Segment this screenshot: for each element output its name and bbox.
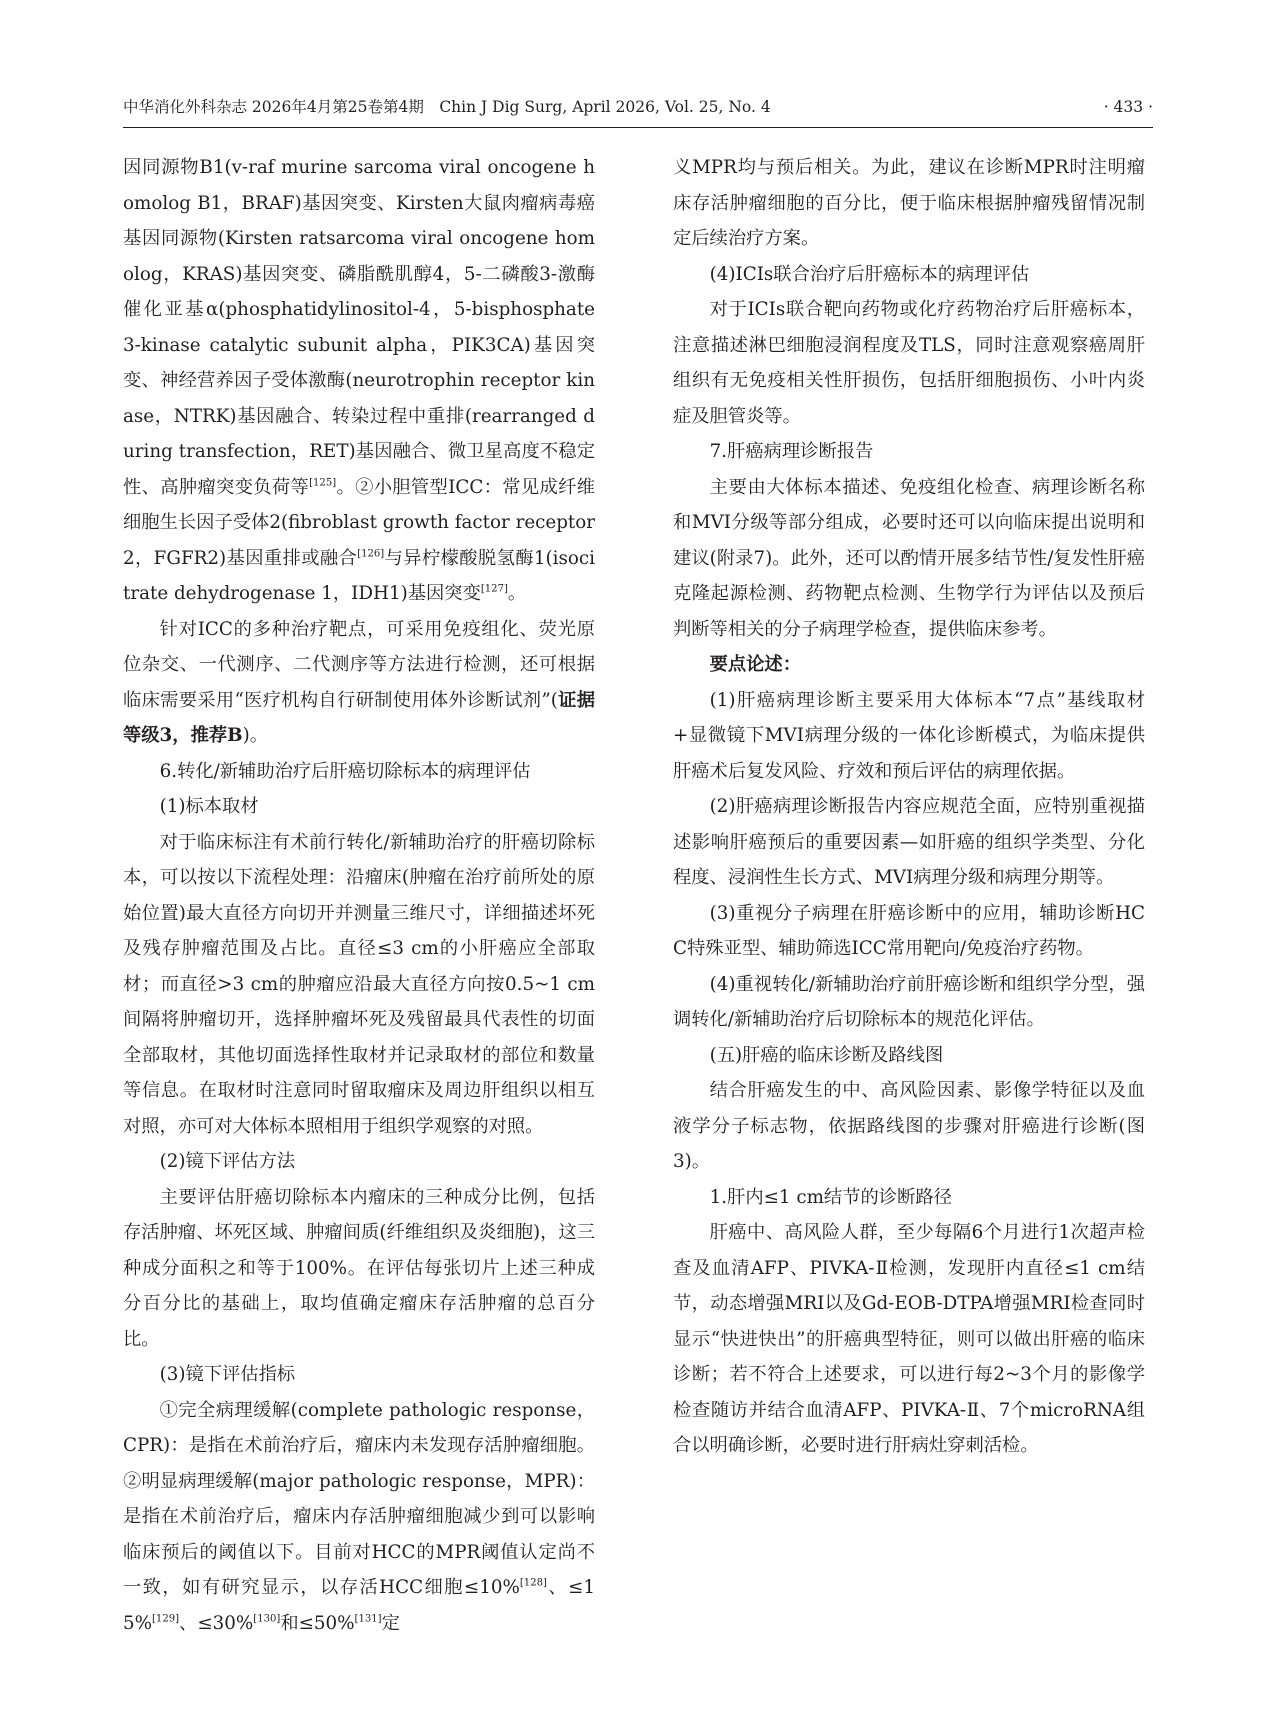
right-column (673, 150, 1145, 1464)
paragraph-nodule-path: 肝癌中、高风险人群，至少每隔6个月进行1次超声检查及血清AFP、PIVKA-Ⅱ检测，发现肝内直径≤1 cm结节，动态增强MRI以及Gd-EOB-DTPA增强MRI检查同时显示“快进快出”的肝癌典型特征，则可以做出肝癌的临床诊断；若不符合上述要求，可以进行每2~3个月的影像学检查随访并结合血清AFP、PIVKA-Ⅱ、7个microRNA组合以明确诊断，必要时进行肝病灶穿刺活检。 (673, 1222, 1145, 1456)
subheading-sampling: (1)标本取材 (159, 796, 259, 817)
paragraph-report: 主要由大体标本描述、免疫组化检查、病理诊断名称和MVI分级等部分组成，必要时还可以向临床提出说明和建议(附录7)。此外，还可以酌情开展多结节性/复发性肝癌克隆起源检测、药物靶点检测、生物学行为评估以及预后判断等相关的分子病理学检查，提供临床参考。 (673, 476, 1145, 640)
paragraph-microscopic-method: 主要评估肝癌切除标本内瘤床的三种成分比例，包括存活肿瘤、坏死区域、肿瘤间质(纤维组织及炎细胞)，这三种成分面积之和等于100%。在评估每张切片上述三种成分百分比的基础上，取均值确定瘤床存活肿瘤的总百分比。 (123, 1186, 595, 1350)
citation-126: [126] (357, 547, 385, 559)
citation-130: [130] (253, 1612, 281, 1624)
subheading-microscopic-method: (2)镜下评估方法 (159, 1151, 296, 1172)
paragraph-sampling: 对于临床标注有术前行转化/新辅助治疗的肝癌切除标本，可以按以下流程处理：沿瘤床(肿瘤在治疗前所处的原始位置)最大直径方向切开并测量三维尺寸，详细描述坏死及残存肿瘤范围及占比。直径≤3 cm的小肝癌应全部取材；而直径>3 cm的肿瘤应沿最大直径方向按0.5~1 cm间隔将肿瘤切开，选择肿瘤坏死及残留最具代表性的切面全部取材，其他切面选择性取材并记录取材的部位和数量等信息。在取材时注意同时留取瘤床及周边肝组织以相互对照，亦可对大体标本照相用于组织学观察的对照。 (123, 831, 595, 1137)
subheading-nodule-path: 1.肝内≤1 cm结节的诊断路径 (709, 1186, 952, 1208)
paragraph-roadmap: 结合肝癌发生的中、高风险因素、影像学特征以及血液学分子标志物，依据路线图的步骤对肝癌进行诊断(图3)。 (673, 1080, 1145, 1172)
evidence-level: 证据等级3，推荐B (123, 689, 595, 746)
citation-125: [125] (309, 476, 337, 488)
key-point-1: (1)肝癌病理诊断主要采用大体标本“7点”基线取材+显微镜下MVI病理分级的一体化诊断模式，为临床提供肝癌术后复发风险、疗效和预后评估的病理依据。 (673, 689, 1145, 782)
subheading-microscopic-indicators: (3)镜下评估指标 (159, 1364, 296, 1385)
subheading-ici-evaluation: (4)ICIs联合治疗后肝癌标本的病理评估 (709, 263, 1030, 285)
citation-128: [128] (519, 1577, 547, 1589)
paragraph-gene-alterations: 因同源物B1(v-raf murine sarcoma viral oncogene homolog B1，BRAF)基因突变、Kirsten大鼠肉瘤病毒癌基因同源物(Kirsten ratsarcoma viral oncogene homolog，KRAS)基因突变、磷脂酰肌醇4，5-二磷酸3-激酶催化亚基α(phosphatidylinositol-4，5-bisphosphate 3-kinase catalytic subunit alpha，PIK3CA)基因突变、神经营养因子受体激酶(neurotrophin receptor kinase，NTRK)基因融合、转染过程中重排(rearranged during transfection，RET)基因融合、微卫星高度不稳定性、高肿瘤突变负荷等[125]。②小胆管型ICC：常见成纤维细胞生长因子受体2(fibroblast growth factor receptor 2，FGFR2)基因重排或融合[126]与异柠檬酸脱氢酶1(isocitrate dehydrogenase 1，IDH1)基因突变[127]。 (123, 157, 595, 604)
section-heading-7: 7.肝癌病理诊断报告 (709, 441, 874, 462)
header-rule (123, 127, 1153, 128)
citation-127: [127] (480, 583, 508, 595)
journal-citation: 中华消化外科杂志 2026年4月第25卷第4期 Chin J Dig Surg, April 2026, Vol. 25, No. 4 (123, 98, 771, 116)
citation-131: [131] (354, 1612, 382, 1624)
page-number: · 433 · (1103, 98, 1153, 116)
running-header (123, 94, 1153, 120)
key-point-2: (2)肝癌病理诊断报告内容应规范全面，应特别重视描述影响肝癌预后的重要因素—如肝癌的组织学类型、分化程度、浸润性生长方式、MVI病理分级和病理分期等。 (673, 796, 1145, 888)
paragraph-mpr-continued: 义MPR均与预后相关。为此，建议在诊断MPR时注明瘤床存活肿瘤细胞的百分比，便于临床根据肿瘤残留情况制定后续治疗方案。 (673, 157, 1145, 249)
paragraph-ici-evaluation: 对于ICIs联合靶向药物或化疗药物治疗后肝癌标本，注意描述淋巴细胞浸润程度及TLS，同时注意观察癌周肝组织有无免疫相关性肝损伤，包括肝细胞损伤、小叶内炎症及胆管炎等。 (673, 299, 1145, 427)
section-heading-5: (五)肝癌的临床诊断及路线图 (709, 1044, 944, 1066)
key-points-heading: 要点论述： (709, 654, 801, 675)
left-column (123, 150, 595, 1641)
citation-129: [129] (152, 1612, 180, 1624)
key-point-3: (3)重视分子病理在肝癌诊断中的应用，辅助诊断HCC特殊亚型、辅助筛选ICC常用靶向/免疫治疗药物。 (673, 902, 1145, 959)
paragraph-icc-targets: 针对ICC的多种治疗靶点，可采用免疫组化、荧光原位杂交、一代测序、二代测序等方法进行检测，还可根据临床需要采用“医疗机构自行研制使用体外诊断试剂”(证据等级3，推荐B)。 (123, 618, 595, 746)
section-heading-6: 6.转化/新辅助治疗后肝癌切除标本的病理评估 (159, 760, 531, 782)
key-point-4: (4)重视转化/新辅助治疗前肝癌诊断和组织学分型，强调转化/新辅助治疗后切除标本的规范化评估。 (673, 973, 1145, 1030)
paragraph-cpr-mpr: ①完全病理缓解(complete pathologic response，CPR)：是指在术前治疗后，瘤床内未发现存活肿瘤细胞。②明显病理缓解(major pathologic response，MPR)：是指在术前治疗后，瘤床内存活肿瘤细胞减少到可以影响临床预后的阈值以下。目前对HCC的MPR阈值认定尚不一致，如有研究显示，以存活HCC细胞≤10%[128]、≤15%[129]、≤30%[130]和≤50%[131]定 (123, 1399, 596, 1634)
